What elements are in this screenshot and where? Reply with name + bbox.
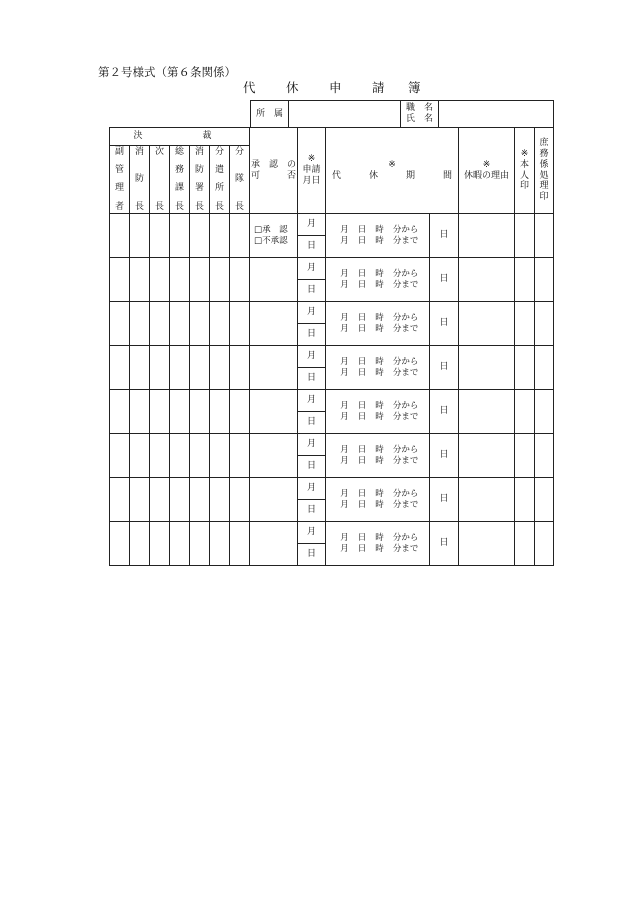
approver-seal-cell[interactable]: [210, 346, 230, 390]
approver-seal-cell[interactable]: [190, 346, 210, 390]
days-cell[interactable]: 日: [430, 390, 459, 434]
self-seal-cell[interactable]: [515, 390, 535, 434]
table-row: [110, 214, 554, 236]
period-cell[interactable]: [326, 346, 430, 390]
approver-char: 分: [235, 146, 245, 157]
approver-char: 長: [235, 201, 245, 212]
approver-seal-cell[interactable]: [210, 478, 230, 522]
period-token: 分から: [392, 445, 419, 456]
reason-column-header: [459, 128, 515, 214]
position-label: 職 名: [405, 103, 433, 114]
position-name-field[interactable]: [439, 101, 554, 128]
approver-seal-cell[interactable]: [190, 478, 210, 522]
period-token: 時: [375, 323, 384, 334]
period-token: 月: [340, 323, 349, 334]
approver-seal-cell[interactable]: [170, 302, 190, 346]
period-token: 日: [357, 367, 367, 378]
self-seal-char: 印: [520, 181, 530, 192]
approver-char: 長: [134, 201, 144, 212]
approver-seal-cell[interactable]: [150, 390, 170, 434]
period-token: 日: [357, 533, 367, 544]
approver-seal-cell[interactable]: [150, 214, 170, 258]
approval-header-line2: 可 否: [251, 170, 297, 181]
reason-cell[interactable]: [459, 434, 515, 478]
approver-seal-cell[interactable]: [130, 390, 150, 434]
period-token: 月: [340, 269, 349, 280]
period-from-line: [326, 269, 429, 279]
period-char: 間: [443, 170, 453, 181]
period-to-line: [326, 236, 429, 246]
approver-seal-cell[interactable]: [190, 522, 210, 566]
approver-header: [130, 146, 150, 214]
period-token: 分まで: [392, 455, 419, 466]
page-title: [243, 78, 443, 94]
period-from-line: [326, 445, 429, 455]
table-row: [110, 434, 554, 456]
period-cell[interactable]: [326, 302, 430, 346]
period-token: 月: [340, 357, 349, 368]
clerk-seal-cell[interactable]: [535, 478, 554, 522]
day-cell[interactable]: 日: [298, 500, 326, 522]
reason-header-text: 休暇の理由: [464, 170, 510, 181]
clerk-seal-cell[interactable]: [535, 346, 554, 390]
period-token: 分まで: [392, 323, 419, 334]
approver-seal-cell[interactable]: [190, 302, 210, 346]
approver-header: [110, 146, 130, 214]
approval-cell[interactable]: [250, 346, 298, 390]
clerk-seal-char: 印: [539, 192, 549, 203]
approver-seal-cell[interactable]: [210, 522, 230, 566]
period-token: 分まで: [392, 235, 419, 246]
date-header-line2: 月日: [302, 175, 321, 186]
period-token: 月: [340, 225, 349, 236]
self-seal-cell[interactable]: [515, 346, 535, 390]
day-cell[interactable]: 日: [298, 412, 326, 434]
clerk-seal-cell[interactable]: [535, 302, 554, 346]
day-cell[interactable]: 日: [298, 324, 326, 346]
self-seal-char: 本: [520, 159, 530, 170]
approver-seal-cell[interactable]: [130, 258, 150, 302]
approver-seal-cell[interactable]: [210, 258, 230, 302]
approver-seal-cell[interactable]: [110, 302, 130, 346]
approver-seal-cell[interactable]: [170, 478, 190, 522]
period-token: 日: [357, 499, 367, 510]
approval-cell[interactable]: [250, 434, 298, 478]
period-token: 分から: [392, 313, 419, 324]
approver-char: 副: [114, 146, 124, 157]
approver-seal-cell[interactable]: [130, 522, 150, 566]
period-token: 時: [375, 367, 384, 378]
period-column-header: [326, 128, 459, 214]
approval-cell[interactable]: [250, 522, 298, 566]
self-seal-cell[interactable]: [515, 258, 535, 302]
period-token: 分から: [392, 401, 419, 412]
period-token: 日: [357, 313, 367, 324]
application-date-header: [298, 128, 326, 214]
approver-seal-cell[interactable]: [130, 346, 150, 390]
approver-seal-cell[interactable]: [110, 478, 130, 522]
approver-header: [230, 146, 250, 214]
period-char: 期: [406, 170, 416, 181]
approver-seal-cell[interactable]: [230, 434, 250, 478]
approver-seal-cell[interactable]: [110, 346, 130, 390]
approval-cell[interactable]: [250, 302, 298, 346]
period-token: 日: [357, 543, 367, 554]
approver-seal-cell[interactable]: [110, 434, 130, 478]
days-cell[interactable]: 日: [430, 302, 459, 346]
clerk-seal-cell[interactable]: [535, 390, 554, 434]
period-to-line: [326, 544, 429, 554]
approver-seal-cell[interactable]: [170, 258, 190, 302]
table-row: [110, 302, 554, 324]
reason-cell[interactable]: [459, 346, 515, 390]
approver-char: 課: [174, 183, 184, 194]
period-from-line: [326, 357, 429, 367]
reason-cell[interactable]: [459, 258, 515, 302]
period-token: 時: [375, 313, 384, 324]
clerk-seal-cell[interactable]: [535, 434, 554, 478]
approver-seal-cell[interactable]: [170, 390, 190, 434]
approver-seal-cell[interactable]: [150, 522, 170, 566]
title-char: 休: [286, 80, 299, 95]
approver-char: 長: [214, 201, 224, 212]
period-cell[interactable]: [326, 478, 430, 522]
approver-header: [210, 146, 230, 214]
period-token: 時: [375, 401, 384, 412]
day-cell[interactable]: 日: [298, 280, 326, 302]
period-token: 日: [357, 455, 367, 466]
period-char: 代: [332, 170, 342, 181]
period-to-line: [326, 412, 429, 422]
approver-header: [150, 146, 170, 214]
approver-seal-cell[interactable]: [190, 390, 210, 434]
table-row: [110, 346, 554, 368]
affiliation-label: 所 属: [251, 101, 289, 128]
approver-char: 管: [114, 164, 124, 175]
approver-seal-cell[interactable]: [170, 522, 190, 566]
approval-cell[interactable]: [250, 258, 298, 302]
period-token: 時: [375, 489, 384, 500]
reject-checkbox[interactable]: □不承認: [254, 235, 288, 246]
month-cell[interactable]: 月: [298, 390, 326, 412]
approver-char: 総: [174, 146, 184, 157]
day-cell[interactable]: 日: [298, 236, 326, 258]
days-cell[interactable]: 日: [430, 434, 459, 478]
reason-cell[interactable]: [459, 522, 515, 566]
period-from-line: [326, 489, 429, 499]
days-cell[interactable]: 日: [430, 522, 459, 566]
approver-seal-cell[interactable]: [110, 214, 130, 258]
form-number-label: 第２号様式（第６条関係）: [98, 65, 236, 79]
period-token: 時: [375, 235, 384, 246]
clerk-seal-char: 係: [539, 159, 549, 170]
self-seal-header: [515, 128, 535, 214]
period-token: 月: [340, 499, 349, 510]
date-header-line1: 申請: [302, 165, 321, 176]
period-token: 分まで: [392, 279, 419, 290]
month-cell[interactable]: 月: [298, 478, 326, 500]
period-token: 日: [357, 323, 367, 334]
clerk-seal-cell[interactable]: [535, 258, 554, 302]
period-to-line: [326, 324, 429, 334]
period-token: 時: [375, 533, 384, 544]
approver-char: 務: [174, 164, 184, 175]
title-char: 簿: [408, 80, 421, 95]
approval-cell[interactable]: [250, 214, 298, 258]
days-cell[interactable]: 日: [430, 214, 459, 258]
period-token: 月: [340, 313, 349, 324]
approver-seal-cell[interactable]: [110, 522, 130, 566]
approver-char: 遣: [214, 164, 224, 175]
title-char: 申: [329, 80, 342, 95]
period-cell[interactable]: [326, 434, 430, 478]
period-token: 日: [357, 269, 367, 280]
self-seal-char: ※: [520, 148, 529, 159]
period-token: 月: [340, 235, 349, 246]
approver-seal-cell[interactable]: [210, 302, 230, 346]
title-char: 代: [243, 80, 256, 95]
applicant-header-table: [250, 100, 554, 128]
period-cell[interactable]: [326, 390, 430, 434]
approver-seal-cell[interactable]: [170, 434, 190, 478]
period-to-line: [326, 456, 429, 466]
period-token: 時: [375, 279, 384, 290]
period-token: 時: [375, 445, 384, 456]
period-token: 分から: [392, 357, 419, 368]
period-token: 月: [340, 489, 349, 500]
self-seal-cell[interactable]: [515, 522, 535, 566]
approver-char: 理: [114, 183, 124, 194]
period-token: 月: [340, 411, 349, 422]
approver-seal-cell[interactable]: [230, 346, 250, 390]
period-cell[interactable]: [326, 522, 430, 566]
period-token: 日: [357, 489, 367, 500]
approver-seal-cell[interactable]: [190, 214, 210, 258]
period-token: 分から: [392, 533, 419, 544]
period-token: 分から: [392, 489, 419, 500]
approve-checkbox[interactable]: □承 認: [254, 225, 288, 236]
period-token: 日: [357, 411, 367, 422]
period-token: 分から: [392, 269, 419, 280]
period-token: 日: [357, 235, 367, 246]
approver-seal-cell[interactable]: [230, 478, 250, 522]
self-seal-cell[interactable]: [515, 434, 535, 478]
approver-char: 次: [154, 146, 164, 157]
approval-header-line1: 承 認 の: [251, 159, 297, 170]
approver-seal-cell[interactable]: [230, 302, 250, 346]
period-token: 分まで: [392, 367, 419, 378]
application-register-table: [109, 127, 554, 566]
period-char: 休: [369, 170, 379, 181]
kome-mark: ※: [482, 159, 491, 170]
month-cell[interactable]: 月: [298, 434, 326, 456]
clerk-seal-header: [535, 128, 554, 214]
affiliation-field[interactable]: [289, 101, 401, 128]
period-token: 月: [340, 533, 349, 544]
period-token: 月: [340, 445, 349, 456]
self-seal-char: 人: [520, 170, 530, 181]
approver-seal-cell[interactable]: [130, 302, 150, 346]
period-token: 時: [375, 411, 384, 422]
clerk-seal-char: 庶: [539, 138, 549, 149]
approver-char: 隊: [235, 174, 245, 185]
approver-seal-cell[interactable]: [230, 214, 250, 258]
period-to-line: [326, 280, 429, 290]
period-token: 分から: [392, 225, 419, 236]
approver-char: 消: [194, 146, 204, 157]
approver-char: 防: [134, 174, 144, 185]
approver-char: 署: [194, 183, 204, 194]
table-row: [110, 478, 554, 500]
period-token: 分まで: [392, 499, 419, 510]
approver-seal-cell[interactable]: [110, 390, 130, 434]
month-cell[interactable]: 月: [298, 302, 326, 324]
table-row: [110, 258, 554, 280]
title-char: 請: [372, 80, 385, 95]
approver-char: 者: [114, 201, 124, 212]
approver-seal-cell[interactable]: [150, 258, 170, 302]
reason-cell[interactable]: [459, 214, 515, 258]
month-cell[interactable]: 月: [298, 346, 326, 368]
approver-char: 長: [194, 201, 204, 212]
period-from-line: [326, 225, 429, 235]
approver-seal-cell[interactable]: [230, 390, 250, 434]
kessai-header: 決 裁: [110, 128, 250, 146]
kome-mark: ※: [307, 154, 316, 165]
approver-char: 所: [214, 183, 224, 194]
period-token: 日: [357, 445, 367, 456]
approval-column-header: [250, 128, 298, 214]
period-token: 時: [375, 499, 384, 510]
period-token: 日: [357, 357, 367, 368]
period-token: 時: [375, 357, 384, 368]
period-token: 分まで: [392, 411, 419, 422]
period-token: 月: [340, 367, 349, 378]
period-token: 月: [340, 455, 349, 466]
approver-seal-cell[interactable]: [170, 214, 190, 258]
approver-char: 消: [134, 146, 144, 157]
approver-seal-cell[interactable]: [190, 434, 210, 478]
approver-seal-cell[interactable]: [210, 390, 230, 434]
approver-seal-cell[interactable]: [130, 478, 150, 522]
self-seal-cell[interactable]: [515, 478, 535, 522]
approver-seal-cell[interactable]: [150, 434, 170, 478]
period-cell[interactable]: [326, 258, 430, 302]
period-token: 時: [375, 269, 384, 280]
period-from-line: [326, 401, 429, 411]
period-from-line: [326, 313, 429, 323]
self-seal-cell[interactable]: [515, 302, 535, 346]
approver-seal-cell[interactable]: [130, 434, 150, 478]
period-to-line: [326, 368, 429, 378]
period-token: 時: [375, 225, 384, 236]
period-token: 日: [357, 401, 367, 412]
approver-header: [190, 146, 210, 214]
approval-cell[interactable]: [250, 390, 298, 434]
approver-seal-cell[interactable]: [230, 258, 250, 302]
day-cell[interactable]: 日: [298, 368, 326, 390]
approver-char: 分: [214, 146, 224, 157]
name-label: 氏 名: [405, 114, 433, 124]
approver-char: 長: [174, 201, 184, 212]
approver-seal-cell[interactable]: [150, 302, 170, 346]
days-cell[interactable]: 日: [430, 258, 459, 302]
reason-cell[interactable]: [459, 390, 515, 434]
period-token: 月: [340, 279, 349, 290]
period-header-text: [326, 171, 458, 182]
clerk-seal-char: 務: [539, 148, 549, 159]
approver-seal-cell[interactable]: [190, 258, 210, 302]
position-name-label: [401, 101, 439, 128]
approver-seal-cell[interactable]: [230, 522, 250, 566]
day-cell[interactable]: 日: [298, 544, 326, 566]
period-token: 日: [357, 279, 367, 290]
period-cell[interactable]: [326, 214, 430, 258]
approver-header: [170, 146, 190, 214]
approver-seal-cell[interactable]: [130, 214, 150, 258]
day-cell[interactable]: 日: [298, 456, 326, 478]
clerk-seal-char: 処: [539, 170, 549, 181]
approver-seal-cell[interactable]: [110, 258, 130, 302]
approver-char: 防: [194, 164, 204, 175]
days-cell[interactable]: 日: [430, 478, 459, 522]
month-cell[interactable]: 月: [298, 522, 326, 544]
table-row: [110, 522, 554, 544]
period-token: 月: [340, 543, 349, 554]
clerk-seal-cell[interactable]: [535, 214, 554, 258]
days-cell[interactable]: 日: [430, 346, 459, 390]
approval-cell[interactable]: [250, 478, 298, 522]
clerk-seal-cell[interactable]: [535, 522, 554, 566]
period-to-line: [326, 500, 429, 510]
period-token: 日: [357, 225, 367, 236]
reason-cell[interactable]: [459, 302, 515, 346]
approver-seal-cell[interactable]: [170, 346, 190, 390]
table-row: [110, 390, 554, 412]
approver-seal-cell[interactable]: [210, 214, 230, 258]
kome-mark: ※: [388, 159, 396, 170]
period-token: 時: [375, 543, 384, 554]
period-token: 月: [340, 401, 349, 412]
approver-char: 長: [154, 201, 164, 212]
clerk-seal-char: 理: [539, 181, 549, 192]
approver-seal-cell[interactable]: [150, 346, 170, 390]
month-cell[interactable]: 月: [298, 258, 326, 280]
period-token: 分まで: [392, 543, 419, 554]
approver-seal-cell[interactable]: [210, 434, 230, 478]
approver-seal-cell[interactable]: [150, 478, 170, 522]
month-cell[interactable]: 月: [298, 214, 326, 236]
period-from-line: [326, 533, 429, 543]
self-seal-cell[interactable]: [515, 214, 535, 258]
reason-cell[interactable]: [459, 478, 515, 522]
period-token: 時: [375, 455, 384, 466]
